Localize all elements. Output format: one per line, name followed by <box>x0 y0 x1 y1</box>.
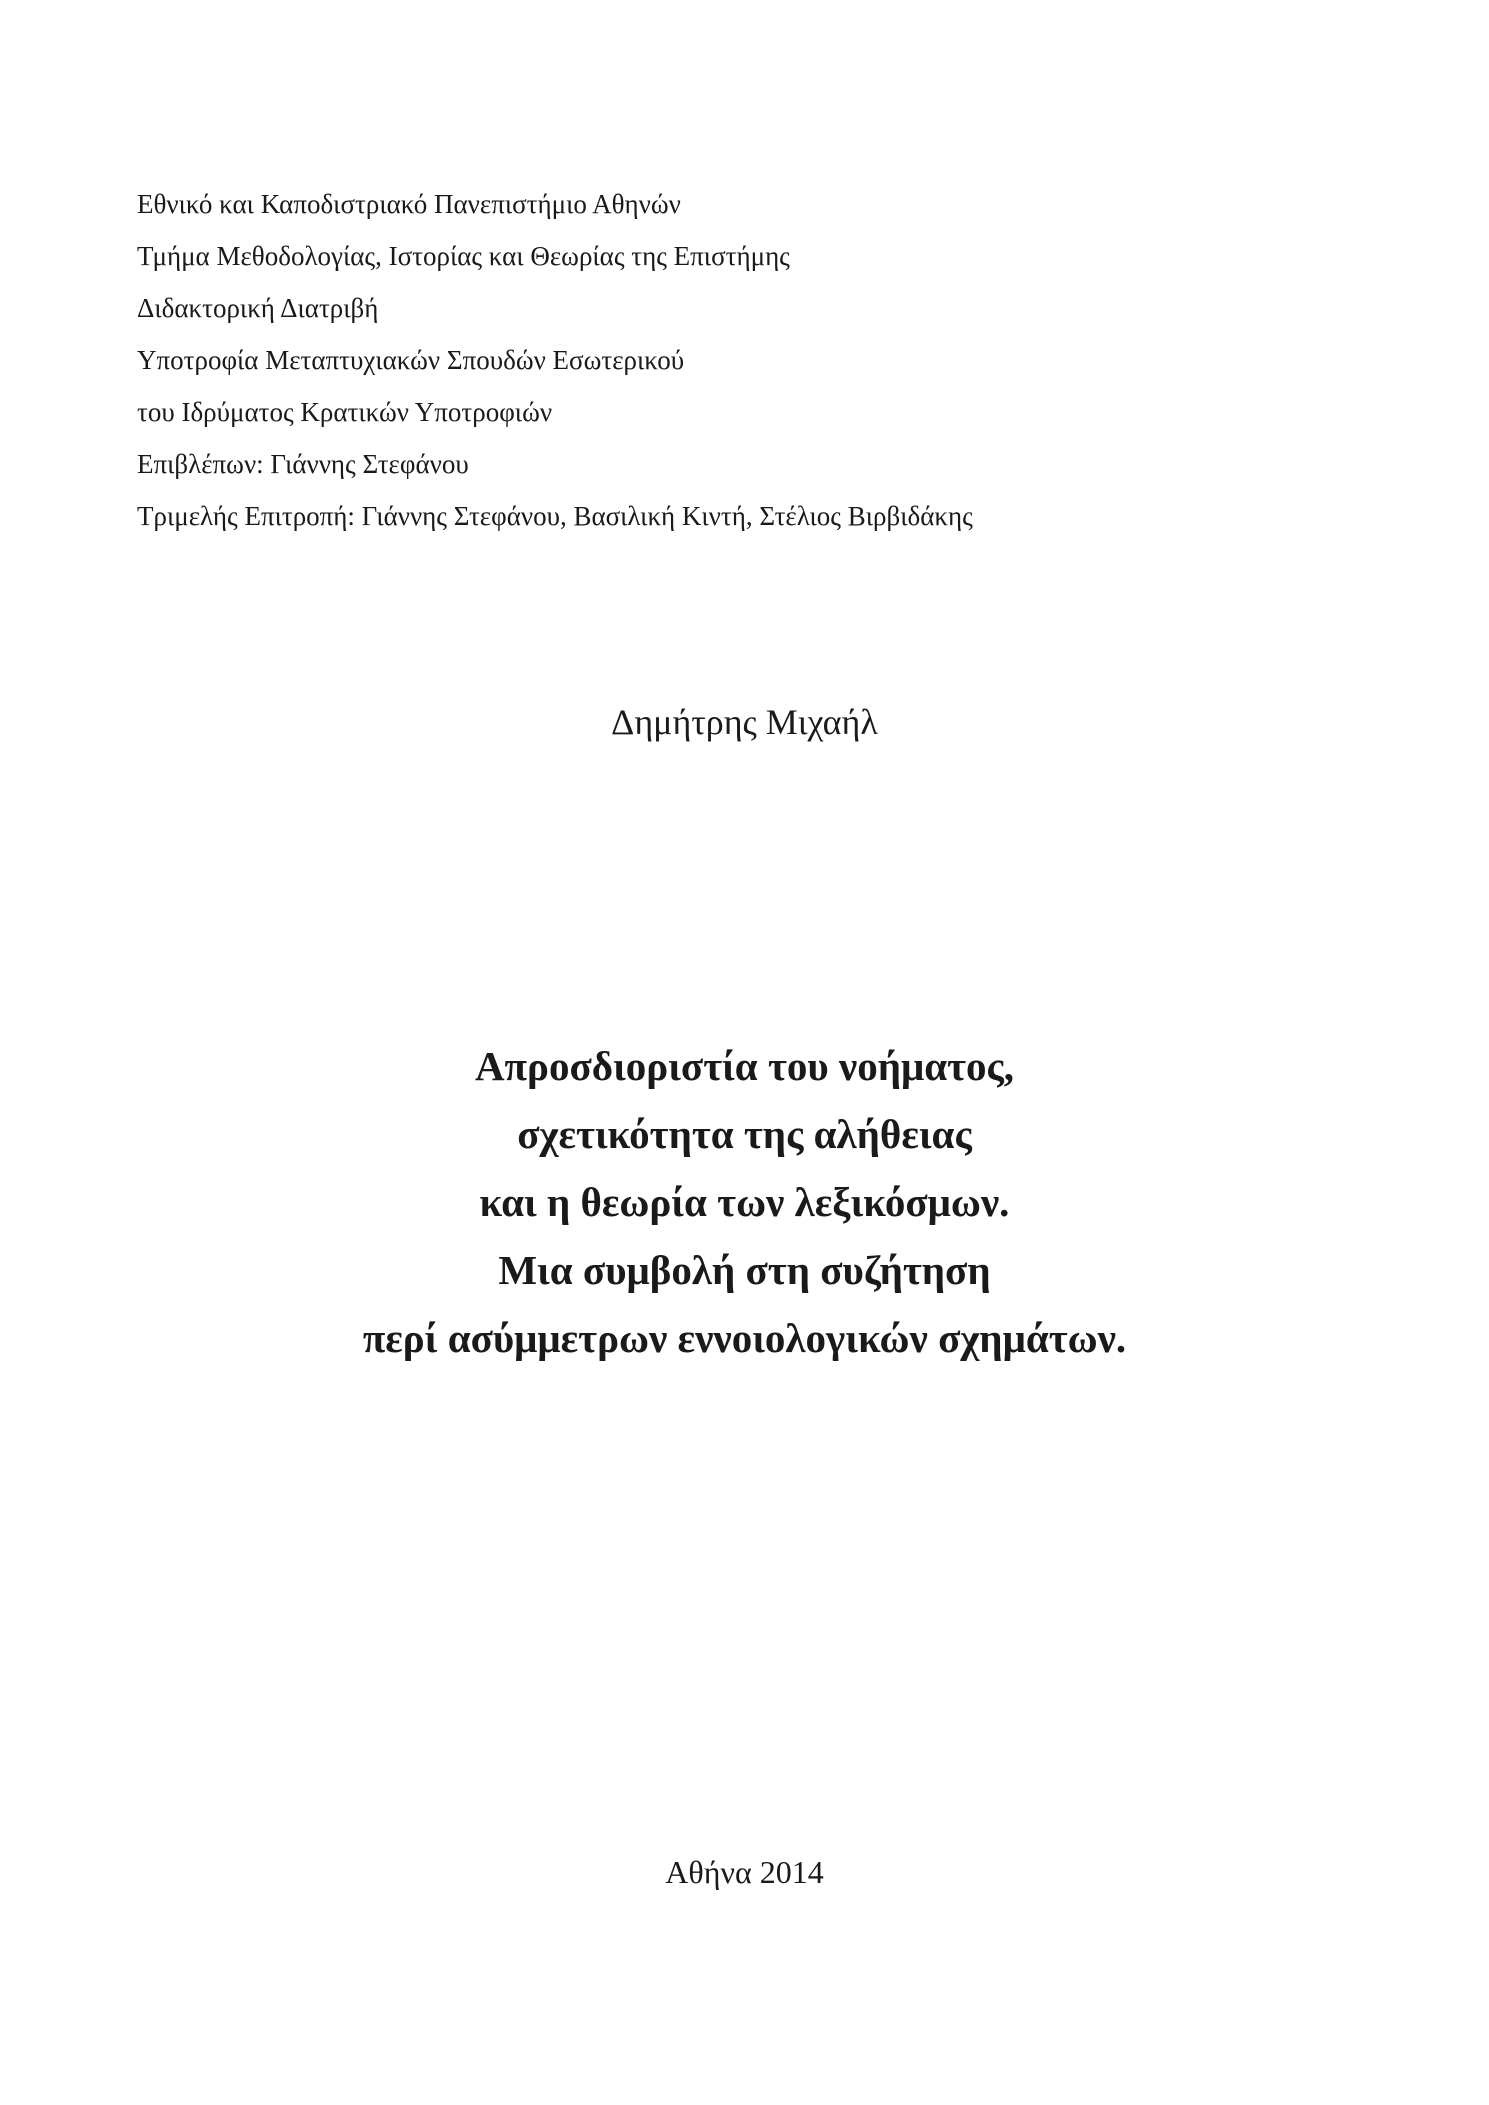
department-name: Τμήμα Μεθοδολογίας, Ιστορίας και Θεωρίας της Επιστήμης <box>137 241 790 271</box>
title-line-1: Απροσδιοριστία του νοήματος, <box>474 1043 1015 1089</box>
university-name: Εθνικό και Καποδιστριακό Πανεπιστήμιο Αθηνών <box>137 189 681 219</box>
committee: Τριμελής Επιτροπή: Γιάννης Στεφάνου, Βασιλική Κιντή, Στέλιος Βιρβιδάκης <box>137 501 973 531</box>
subtitle-line-2: περί ασύμμετρων εννοιολογικών σχημάτων. <box>362 1315 1127 1361</box>
thesis-title <box>0 1032 1489 1372</box>
title-line-3: και η θεωρία των λεξικόσμων. <box>479 1179 1010 1225</box>
author-name: Δημήτρης Μιχαήλ <box>611 702 878 742</box>
subtitle-line-1: Μια συμβολή στη συζήτηση <box>498 1247 991 1293</box>
scholarship-line-1: Υποτροφία Μεταπτυχιακών Σπουδών Εσωτερικού <box>137 345 685 375</box>
supervisor: Επιβλέπων: Γιάννης Στεφάνου <box>137 449 469 479</box>
scholarship-line-2: του Ιδρύματος Κρατικών Υποτροφιών <box>137 397 553 427</box>
institution-info <box>137 178 973 542</box>
title-line-2: σχετικότητα της αλήθειας <box>517 1111 972 1157</box>
document-type: Διδακτορική Διατριβή <box>137 293 379 323</box>
place-and-year: Αθήνα 2014 <box>665 1854 824 1890</box>
